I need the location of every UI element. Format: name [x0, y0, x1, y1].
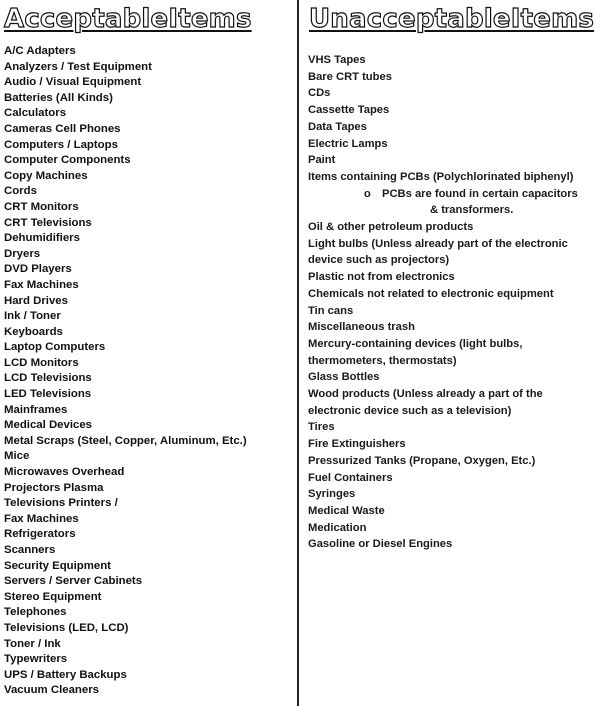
list-item: Bare CRT tubes	[308, 70, 392, 83]
list-item: LED Televisions	[4, 388, 92, 401]
list-item: Security Equipment	[4, 559, 111, 572]
list-item: Items containing PCBs (Polychlorinated biphenyl)	[308, 170, 574, 183]
list-item: Plastic not from electronics	[308, 271, 455, 284]
list-item: Medical Waste	[308, 504, 385, 517]
list-item: A/C Adapters	[4, 45, 76, 57]
list-item: DVD Players	[4, 263, 72, 276]
pcb-note-sub-bullet	[308, 186, 593, 219]
list-item: Projectors Plasma	[4, 481, 104, 494]
list-item: device such as projectors)	[308, 254, 450, 267]
list-item: Chemicals not related to electronic equipment	[308, 287, 554, 300]
list-item: Dryers	[4, 247, 41, 260]
list-item: CDs	[308, 87, 331, 100]
list-item: Analyzers / Test Equipment	[4, 60, 152, 73]
list-item: Tires	[308, 421, 335, 434]
list-item: electronic device such as a television)	[308, 404, 512, 417]
list-item: Light bulbs (Unless already part of the electronic	[308, 237, 568, 250]
list-item: Fuel Containers	[308, 471, 393, 484]
list-item: Calculators	[4, 107, 67, 120]
list-item: Scanners	[4, 544, 56, 556]
list-item: Computer Components	[4, 154, 131, 167]
list-item: Medication	[308, 521, 367, 534]
list-item: Data Tapes	[308, 120, 367, 133]
list-item: thermometers, thermostats)	[308, 354, 457, 367]
pcb-note-line-1: PCBs are found in certain capacitors	[382, 187, 578, 200]
list-item: Syringes	[308, 488, 356, 501]
list-item: Metal Scraps (Steel, Copper, Aluminum, Etc.)	[4, 434, 247, 447]
list-item: LCD Monitors	[4, 356, 79, 369]
list-item: Electric Lamps	[308, 137, 388, 150]
list-item: UPS / Battery Backups	[4, 668, 127, 681]
list-item: Computers / Laptops	[4, 138, 118, 151]
unacceptable-items-heading: UnacceptableItems	[309, 4, 595, 34]
list-item: Vacuum Cleaners	[4, 684, 99, 697]
list-item: Medical Devices	[4, 419, 93, 432]
list-item: Tin cans	[308, 304, 354, 317]
list-item: Mercury-containing devices (light bulbs,	[308, 337, 523, 350]
list-item: Mice	[4, 450, 30, 463]
list-item: Cords	[4, 185, 37, 198]
column-divider	[297, 0, 299, 706]
pcb-note	[308, 186, 593, 219]
list-item: Miscellaneous trash	[308, 321, 415, 334]
list-item: Refrigerators	[4, 528, 76, 541]
list-item: Copy Machines	[4, 169, 88, 182]
circle-bullet-icon: o	[364, 187, 371, 200]
list-item: Batteries (All Kinds)	[4, 91, 113, 104]
list-item: Hard Drives	[4, 294, 68, 307]
list-item: Wood products (Unless already a part of the	[308, 388, 543, 401]
list-item: Gasoline or Diesel Engines	[308, 538, 453, 551]
list-item: Paint	[308, 154, 336, 167]
list-item: Cameras Cell Phones	[4, 122, 121, 135]
list-item: Fax Machines	[4, 278, 79, 291]
list-item: Fax Machines	[4, 512, 79, 525]
list-item: Servers / Server Cabinets	[4, 575, 143, 588]
unacceptable-items-list	[308, 52, 593, 553]
list-item: Keyboards	[4, 325, 63, 338]
list-item: LCD Televisions	[4, 372, 92, 385]
list-item: Oil & other petroleum products	[308, 221, 474, 234]
list-item: Dehumidifiers	[4, 232, 80, 245]
acceptable-items-list	[4, 44, 294, 699]
list-item: Microwaves Overhead	[4, 466, 125, 479]
list-item: Glass Bottles	[308, 371, 380, 384]
list-item: Televisions Printers /	[4, 497, 118, 510]
list-item: Audio / Visual Equipment	[4, 76, 142, 89]
list-item: Ink / Toner	[4, 310, 61, 323]
list-item: VHS Tapes	[308, 54, 366, 66]
list-item: Typewriters	[4, 653, 68, 666]
list-item: Laptop Computers	[4, 341, 106, 354]
list-item: Televisions (LED, LCD)	[4, 621, 129, 634]
list-item: CRT Monitors	[4, 200, 79, 213]
list-item: CRT Televisions	[4, 216, 92, 229]
list-item: Fire Extinguishers	[308, 438, 406, 451]
list-item: Stereo Equipment	[4, 590, 102, 603]
list-item: Pressurized Tanks (Propane, Oxygen, Etc.)	[308, 454, 536, 467]
acceptable-items-heading: AcceptableItems	[4, 4, 252, 34]
list-item: Mainframes	[4, 403, 68, 416]
list-item: Cassette Tapes	[308, 104, 390, 117]
list-item: Toner / Ink	[4, 637, 61, 650]
pcb-note-line-2: & transformers.	[430, 204, 514, 217]
list-item: Telephones	[4, 606, 67, 619]
